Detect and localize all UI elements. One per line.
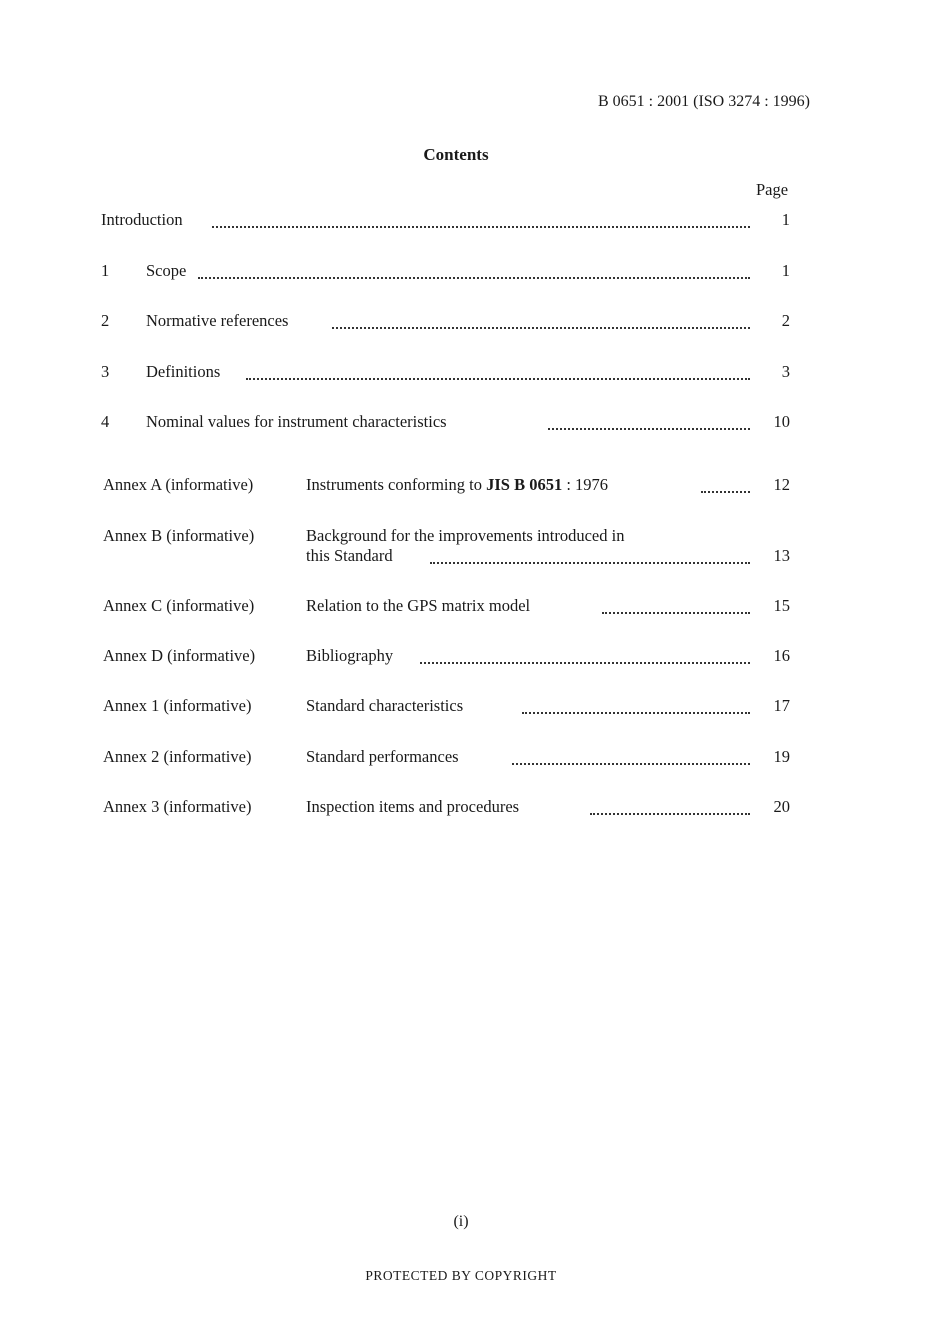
contents-title: Contents xyxy=(423,145,489,164)
clause-number: 4 xyxy=(101,412,110,431)
clause-number: 1 xyxy=(101,261,110,280)
dot-leader xyxy=(332,325,750,329)
annex-label: Annex B (informative) xyxy=(103,526,255,545)
dot-leader xyxy=(246,376,750,380)
toc-entry-annex-1[interactable] xyxy=(0,696,950,718)
annex-title-line-1: Background for the improvements introduced in xyxy=(306,526,625,545)
annex-title-suffix: : 1976 xyxy=(566,475,609,494)
clause-title: Scope xyxy=(146,261,187,280)
toc-entry-page: 17 xyxy=(773,696,790,715)
annex-label: Annex 3 (informative) xyxy=(103,797,252,816)
toc-entry-label: Introduction xyxy=(101,210,183,229)
toc-entry-page: 16 xyxy=(773,646,790,665)
document-reference: B 0651 : 2001 (ISO 3274 : 1996) xyxy=(598,93,810,110)
annex-label: Annex C (informative) xyxy=(103,596,255,615)
dot-leader xyxy=(701,489,750,493)
dot-leader xyxy=(548,426,750,430)
dot-leader xyxy=(522,710,750,714)
toc-entry-annex-2[interactable] xyxy=(0,747,950,769)
toc-entry-clause-1[interactable] xyxy=(0,261,950,283)
toc-entry-annex-d[interactable] xyxy=(0,646,950,668)
annex-label: Annex 2 (informative) xyxy=(103,747,252,766)
annex-title-prefix: Instruments conforming to xyxy=(306,475,482,494)
toc-entry-page: 12 xyxy=(773,475,790,494)
toc-entry-page: 10 xyxy=(773,412,790,431)
clause-title: Definitions xyxy=(146,362,221,381)
toc-entry-introduction[interactable] xyxy=(0,210,950,232)
annex-title: Bibliography xyxy=(306,646,394,665)
toc-entry-clause-2[interactable] xyxy=(0,311,950,333)
dot-leader xyxy=(212,224,750,228)
page-number: (i) xyxy=(453,1213,469,1230)
toc-entry-page: 19 xyxy=(773,747,790,766)
toc-entry-clause-3[interactable] xyxy=(0,362,950,384)
annex-title: Standard characteristics xyxy=(306,696,464,715)
clause-title: Normative references xyxy=(146,311,289,330)
dot-leader xyxy=(198,275,750,279)
standard-designation: JIS B 0651 xyxy=(486,475,563,494)
dot-leader xyxy=(590,811,750,815)
annex-title: Relation to the GPS matrix model xyxy=(306,596,531,615)
toc-entry-annex-3[interactable] xyxy=(0,797,950,819)
toc-entry-page: 1 xyxy=(781,210,790,229)
dot-leader xyxy=(512,761,750,765)
clause-number: 2 xyxy=(101,311,110,330)
annex-label: Annex 1 (informative) xyxy=(103,696,252,715)
annex-label: Annex A (informative) xyxy=(103,475,254,494)
annex-title-line-2: this Standard xyxy=(306,546,393,565)
dot-leader xyxy=(602,610,750,614)
toc-entry-annex-a[interactable] xyxy=(0,475,950,497)
clause-number: 3 xyxy=(101,362,110,381)
toc-entry-page: 1 xyxy=(781,261,790,280)
dot-leader xyxy=(420,660,750,664)
clause-title: Nominal values for instrument characteristics xyxy=(146,412,447,431)
toc-entry-annex-c[interactable] xyxy=(0,596,950,618)
toc-entry-page: 2 xyxy=(781,311,790,330)
toc-entry-page: 3 xyxy=(781,362,790,381)
toc-entry-page: 15 xyxy=(773,596,790,615)
toc-entry-clause-4[interactable] xyxy=(0,412,950,434)
annex-title: Inspection items and procedures xyxy=(306,797,520,816)
toc-entry-annex-b[interactable] xyxy=(0,526,950,570)
copyright-notice: PROTECTED BY COPYRIGHT xyxy=(365,1268,557,1283)
toc-entry-page: 13 xyxy=(773,546,790,565)
annex-title: Standard performances xyxy=(306,747,459,766)
page-column-heading: Page xyxy=(756,180,789,199)
dot-leader xyxy=(430,560,750,564)
annex-title xyxy=(306,475,608,495)
toc-entry-page: 20 xyxy=(773,797,790,816)
annex-label: Annex D (informative) xyxy=(103,646,256,665)
